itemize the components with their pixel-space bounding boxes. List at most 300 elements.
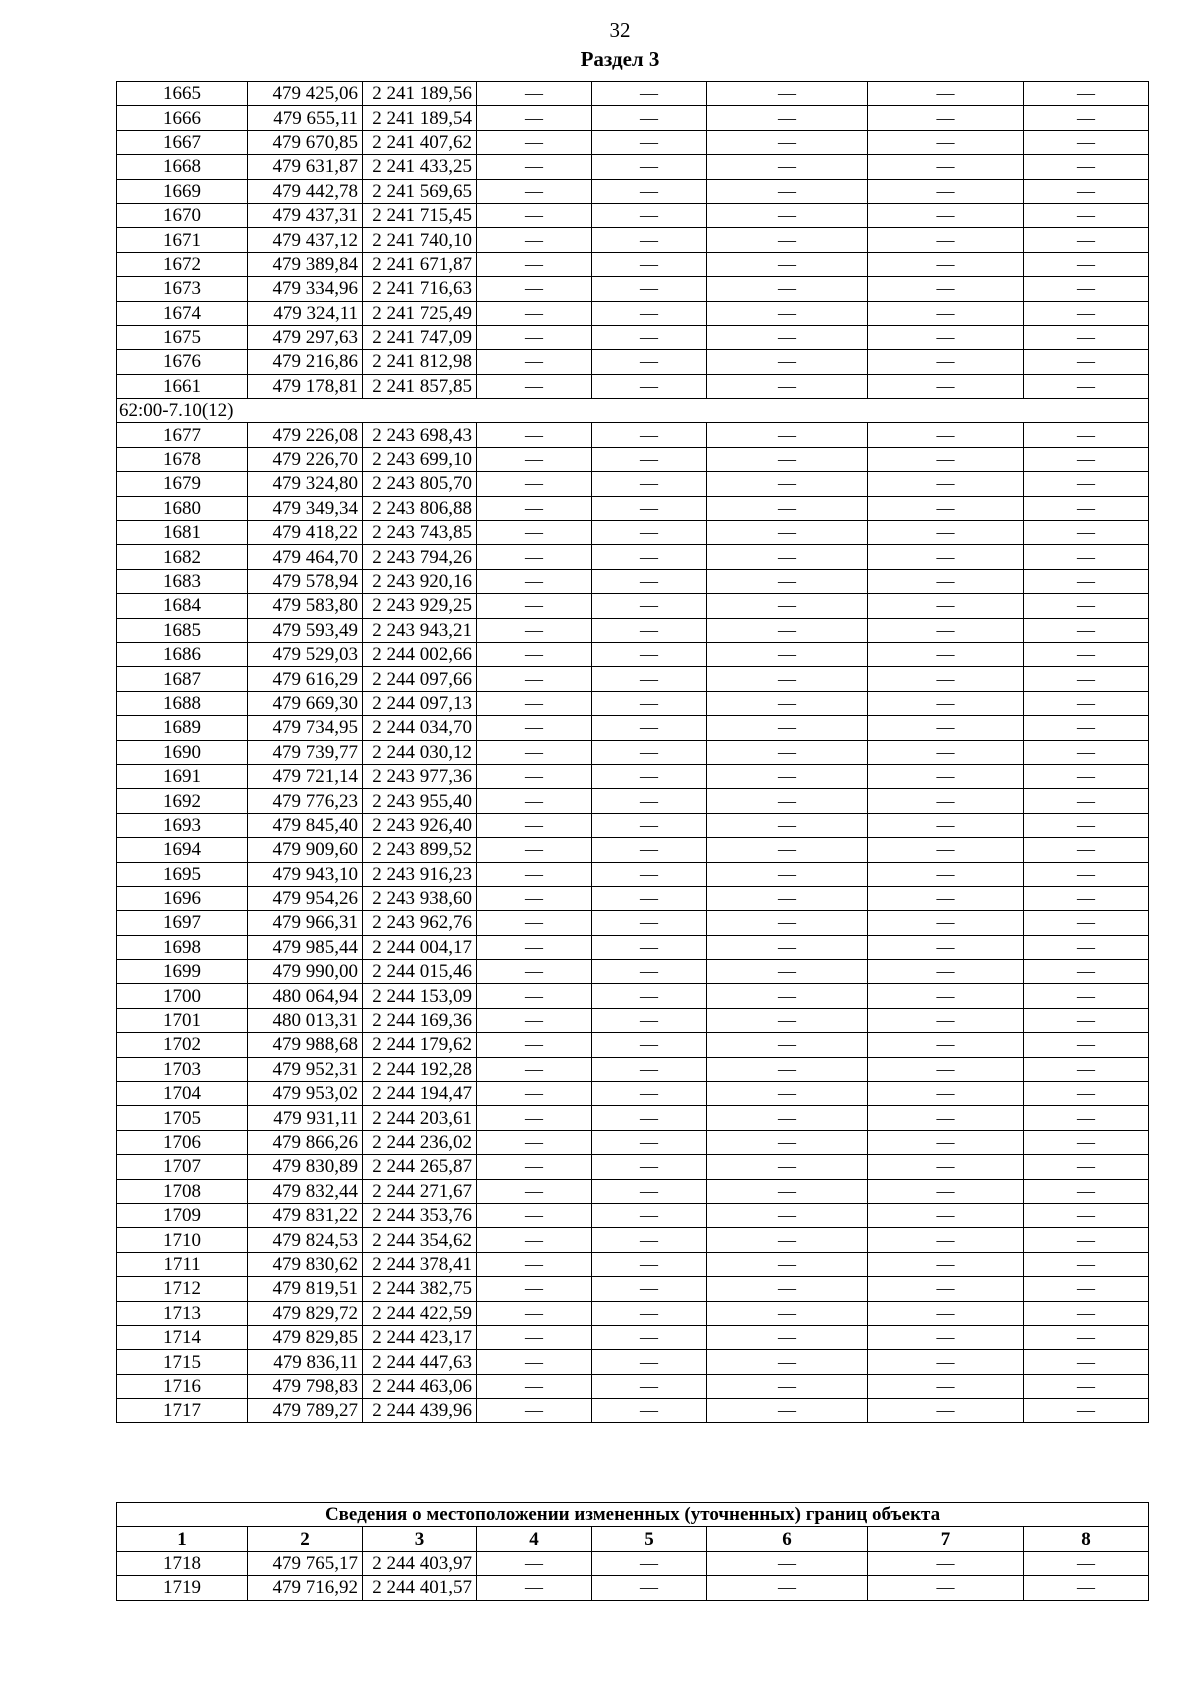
x-coordinate-cell: 479 334,96: [248, 277, 363, 301]
empty-value-dash: —: [592, 789, 707, 813]
empty-value-dash: —: [592, 838, 707, 862]
empty-value-dash: —: [868, 301, 1024, 325]
empty-value-dash: —: [477, 496, 592, 520]
point-number-cell: 1697: [117, 911, 248, 935]
empty-value-dash: —: [592, 911, 707, 935]
empty-value-dash: —: [707, 472, 868, 496]
empty-value-dash: —: [868, 545, 1024, 569]
table-row: [117, 1350, 1149, 1374]
empty-value-dash: —: [592, 960, 707, 984]
empty-value-dash: —: [477, 325, 592, 349]
empty-value-dash: —: [592, 1399, 707, 1423]
empty-value-dash: —: [592, 862, 707, 886]
table-row: [117, 886, 1149, 910]
empty-value-dash: —: [707, 301, 868, 325]
empty-value-dash: —: [1024, 1399, 1149, 1423]
empty-value-dash: —: [707, 716, 868, 740]
empty-value-dash: —: [707, 1057, 868, 1081]
empty-value-dash: —: [1024, 862, 1149, 886]
x-coordinate-cell: 479 437,31: [248, 203, 363, 227]
point-number-cell: 1712: [117, 1277, 248, 1301]
empty-value-dash: —: [592, 716, 707, 740]
point-number-cell: 1683: [117, 569, 248, 593]
empty-value-dash: —: [477, 764, 592, 788]
empty-value-dash: —: [1024, 642, 1149, 666]
empty-value-dash: —: [477, 1399, 592, 1423]
empty-value-dash: —: [707, 1325, 868, 1349]
empty-value-dash: —: [1024, 155, 1149, 179]
empty-value-dash: —: [707, 1008, 868, 1032]
y-coordinate-cell: 2 244 401,57: [363, 1576, 477, 1600]
empty-value-dash: —: [477, 228, 592, 252]
table-row: [117, 374, 1149, 398]
y-coordinate-cell: 2 244 439,96: [363, 1399, 477, 1423]
empty-value-dash: —: [868, 1179, 1024, 1203]
x-coordinate-cell: 479 583,80: [248, 594, 363, 618]
y-coordinate-cell: 2 243 743,85: [363, 521, 477, 545]
empty-value-dash: —: [707, 1228, 868, 1252]
empty-value-dash: —: [707, 1576, 868, 1600]
point-number-cell: 1678: [117, 447, 248, 471]
y-coordinate-cell: 2 244 447,63: [363, 1350, 477, 1374]
y-coordinate-cell: 2 244 378,41: [363, 1252, 477, 1276]
table-row: [117, 1252, 1149, 1276]
table-row: [117, 935, 1149, 959]
y-coordinate-cell: 2 244 194,47: [363, 1082, 477, 1106]
empty-value-dash: —: [592, 472, 707, 496]
empty-value-dash: —: [868, 1008, 1024, 1032]
column-header: 4: [477, 1527, 592, 1551]
empty-value-dash: —: [592, 447, 707, 471]
empty-value-dash: —: [592, 740, 707, 764]
table-row: [117, 594, 1149, 618]
empty-value-dash: —: [592, 1082, 707, 1106]
x-coordinate-cell: 479 990,00: [248, 960, 363, 984]
empty-value-dash: —: [1024, 301, 1149, 325]
empty-value-dash: —: [707, 691, 868, 715]
empty-value-dash: —: [592, 1325, 707, 1349]
x-coordinate-cell: 479 721,14: [248, 764, 363, 788]
empty-value-dash: —: [707, 960, 868, 984]
empty-value-dash: —: [868, 350, 1024, 374]
table-row: [117, 301, 1149, 325]
empty-value-dash: —: [592, 1179, 707, 1203]
empty-value-dash: —: [592, 594, 707, 618]
empty-value-dash: —: [592, 1106, 707, 1130]
point-number-cell: 1686: [117, 642, 248, 666]
empty-value-dash: —: [707, 667, 868, 691]
y-coordinate-cell: 2 243 926,40: [363, 813, 477, 837]
point-number-cell: 1718: [117, 1551, 248, 1575]
empty-value-dash: —: [1024, 1203, 1149, 1227]
empty-value-dash: —: [477, 862, 592, 886]
table-row: [117, 1576, 1149, 1600]
table-row: [117, 1082, 1149, 1106]
y-coordinate-cell: 2 241 671,87: [363, 252, 477, 276]
table-row: [117, 691, 1149, 715]
empty-value-dash: —: [1024, 838, 1149, 862]
x-coordinate-cell: 480 013,31: [248, 1008, 363, 1032]
empty-value-dash: —: [707, 203, 868, 227]
x-coordinate-cell: 479 593,49: [248, 618, 363, 642]
empty-value-dash: —: [868, 1374, 1024, 1398]
table-row: [117, 155, 1149, 179]
x-coordinate-cell: 479 226,08: [248, 423, 363, 447]
empty-value-dash: —: [592, 764, 707, 788]
empty-value-dash: —: [1024, 130, 1149, 154]
table-row: [117, 447, 1149, 471]
x-coordinate-cell: 479 389,84: [248, 252, 363, 276]
x-coordinate-cell: 479 845,40: [248, 813, 363, 837]
y-coordinate-cell: 2 243 955,40: [363, 789, 477, 813]
column-header: 1: [117, 1527, 248, 1551]
x-coordinate-cell: 479 985,44: [248, 935, 363, 959]
x-coordinate-cell: 479 829,85: [248, 1325, 363, 1349]
empty-value-dash: —: [868, 1057, 1024, 1081]
point-number-cell: 1676: [117, 350, 248, 374]
empty-value-dash: —: [707, 252, 868, 276]
empty-value-dash: —: [1024, 1576, 1149, 1600]
point-number-cell: 1677: [117, 423, 248, 447]
table-row: [117, 1033, 1149, 1057]
table-row: [117, 203, 1149, 227]
empty-value-dash: —: [1024, 1551, 1149, 1575]
y-coordinate-cell: 2 244 153,09: [363, 984, 477, 1008]
point-number-cell: 1707: [117, 1155, 248, 1179]
y-coordinate-cell: 2 243 938,60: [363, 886, 477, 910]
y-coordinate-cell: 2 244 353,76: [363, 1203, 477, 1227]
y-coordinate-cell: 2 241 725,49: [363, 301, 477, 325]
column-header: 7: [868, 1527, 1024, 1551]
empty-value-dash: —: [707, 277, 868, 301]
y-coordinate-cell: 2 243 977,36: [363, 764, 477, 788]
empty-value-dash: —: [1024, 545, 1149, 569]
x-coordinate-cell: 479 776,23: [248, 789, 363, 813]
empty-value-dash: —: [1024, 1228, 1149, 1252]
empty-value-dash: —: [868, 691, 1024, 715]
x-coordinate-cell: 479 831,22: [248, 1203, 363, 1227]
point-number-cell: 1682: [117, 545, 248, 569]
empty-value-dash: —: [868, 1033, 1024, 1057]
point-number-cell: 1672: [117, 252, 248, 276]
empty-value-dash: —: [477, 252, 592, 276]
table-row: [117, 569, 1149, 593]
table-row: [117, 350, 1149, 374]
empty-value-dash: —: [707, 642, 868, 666]
empty-value-dash: —: [477, 1374, 592, 1398]
empty-value-dash: —: [1024, 350, 1149, 374]
y-coordinate-cell: 2 243 699,10: [363, 447, 477, 471]
empty-value-dash: —: [477, 545, 592, 569]
empty-value-dash: —: [868, 1130, 1024, 1154]
empty-value-dash: —: [1024, 521, 1149, 545]
empty-value-dash: —: [1024, 1106, 1149, 1130]
x-coordinate-cell: 479 866,26: [248, 1130, 363, 1154]
empty-value-dash: —: [868, 423, 1024, 447]
empty-value-dash: —: [592, 423, 707, 447]
table-row: [117, 130, 1149, 154]
empty-value-dash: —: [868, 838, 1024, 862]
empty-value-dash: —: [592, 1033, 707, 1057]
empty-value-dash: —: [592, 228, 707, 252]
x-coordinate-cell: 479 966,31: [248, 911, 363, 935]
empty-value-dash: —: [707, 1252, 868, 1276]
empty-value-dash: —: [1024, 374, 1149, 398]
column-header: 5: [592, 1527, 707, 1551]
empty-value-dash: —: [868, 960, 1024, 984]
x-coordinate-cell: 479 909,60: [248, 838, 363, 862]
group-label: 62:00-7.10(12): [117, 399, 1149, 423]
x-coordinate-cell: 479 578,94: [248, 569, 363, 593]
empty-value-dash: —: [592, 350, 707, 374]
x-coordinate-cell: 479 464,70: [248, 545, 363, 569]
y-coordinate-cell: 2 243 794,26: [363, 545, 477, 569]
point-number-cell: 1717: [117, 1399, 248, 1423]
x-coordinate-cell: 479 739,77: [248, 740, 363, 764]
empty-value-dash: —: [477, 1130, 592, 1154]
x-coordinate-cell: 479 437,12: [248, 228, 363, 252]
x-coordinate-cell: 479 616,29: [248, 667, 363, 691]
y-coordinate-cell: 2 243 943,21: [363, 618, 477, 642]
table-row: [117, 716, 1149, 740]
point-number-cell: 1689: [117, 716, 248, 740]
empty-value-dash: —: [592, 203, 707, 227]
x-coordinate-cell: 479 655,11: [248, 106, 363, 130]
empty-value-dash: —: [707, 594, 868, 618]
empty-value-dash: —: [868, 203, 1024, 227]
point-number-cell: 1673: [117, 277, 248, 301]
x-coordinate-cell: 479 830,62: [248, 1252, 363, 1276]
y-coordinate-cell: 2 244 422,59: [363, 1301, 477, 1325]
empty-value-dash: —: [477, 1277, 592, 1301]
point-number-cell: 1709: [117, 1203, 248, 1227]
y-coordinate-cell: 2 244 192,28: [363, 1057, 477, 1081]
empty-value-dash: —: [707, 496, 868, 520]
table-row: [117, 1203, 1149, 1227]
empty-value-dash: —: [707, 155, 868, 179]
empty-value-dash: —: [592, 277, 707, 301]
empty-value-dash: —: [707, 179, 868, 203]
column-header: 3: [363, 1527, 477, 1551]
table-row: [117, 642, 1149, 666]
empty-value-dash: —: [477, 155, 592, 179]
empty-value-dash: —: [707, 82, 868, 106]
table-row: [117, 1374, 1149, 1398]
empty-value-dash: —: [868, 716, 1024, 740]
y-coordinate-cell: 2 244 002,66: [363, 642, 477, 666]
x-coordinate-cell: 479 953,02: [248, 1082, 363, 1106]
empty-value-dash: —: [868, 1106, 1024, 1130]
empty-value-dash: —: [477, 82, 592, 106]
empty-value-dash: —: [868, 447, 1024, 471]
empty-value-dash: —: [592, 106, 707, 130]
empty-value-dash: —: [477, 1106, 592, 1130]
empty-value-dash: —: [1024, 667, 1149, 691]
point-number-cell: 1710: [117, 1228, 248, 1252]
point-number-cell: 1691: [117, 764, 248, 788]
empty-value-dash: —: [592, 813, 707, 837]
empty-value-dash: —: [707, 813, 868, 837]
empty-value-dash: —: [1024, 1008, 1149, 1032]
x-coordinate-cell: 479 830,89: [248, 1155, 363, 1179]
empty-value-dash: —: [592, 1228, 707, 1252]
empty-value-dash: —: [868, 374, 1024, 398]
empty-value-dash: —: [477, 667, 592, 691]
point-number-cell: 1679: [117, 472, 248, 496]
y-coordinate-cell: 2 244 236,02: [363, 1130, 477, 1154]
empty-value-dash: —: [477, 423, 592, 447]
empty-value-dash: —: [868, 106, 1024, 130]
empty-value-dash: —: [477, 301, 592, 325]
point-number-cell: 1719: [117, 1576, 248, 1600]
empty-value-dash: —: [707, 1374, 868, 1398]
table-row: [117, 277, 1149, 301]
empty-value-dash: —: [592, 1155, 707, 1179]
empty-value-dash: —: [592, 667, 707, 691]
table-row: [117, 1277, 1149, 1301]
point-number-cell: 1670: [117, 203, 248, 227]
empty-value-dash: —: [1024, 740, 1149, 764]
empty-value-dash: —: [477, 716, 592, 740]
empty-value-dash: —: [1024, 569, 1149, 593]
table-row: [117, 545, 1149, 569]
x-coordinate-cell: 479 425,06: [248, 82, 363, 106]
empty-value-dash: —: [868, 1252, 1024, 1276]
point-number-cell: 1675: [117, 325, 248, 349]
empty-value-dash: —: [707, 447, 868, 471]
empty-value-dash: —: [1024, 496, 1149, 520]
empty-value-dash: —: [707, 1551, 868, 1575]
y-coordinate-cell: 2 244 030,12: [363, 740, 477, 764]
empty-value-dash: —: [477, 911, 592, 935]
empty-value-dash: —: [592, 179, 707, 203]
empty-value-dash: —: [868, 179, 1024, 203]
y-coordinate-cell: 2 243 929,25: [363, 594, 477, 618]
table-row: [117, 911, 1149, 935]
empty-value-dash: —: [477, 984, 592, 1008]
empty-value-dash: —: [707, 1277, 868, 1301]
empty-value-dash: —: [592, 82, 707, 106]
table-row: [117, 106, 1149, 130]
point-number-cell: 1713: [117, 1301, 248, 1325]
empty-value-dash: —: [477, 1057, 592, 1081]
empty-value-dash: —: [477, 1325, 592, 1349]
empty-value-dash: —: [592, 325, 707, 349]
empty-value-dash: —: [1024, 1130, 1149, 1154]
empty-value-dash: —: [868, 277, 1024, 301]
empty-value-dash: —: [868, 1301, 1024, 1325]
empty-value-dash: —: [1024, 106, 1149, 130]
point-number-cell: 1706: [117, 1130, 248, 1154]
empty-value-dash: —: [707, 130, 868, 154]
empty-value-dash: —: [868, 130, 1024, 154]
table-row: [117, 1551, 1149, 1575]
table-row: [117, 82, 1149, 106]
empty-value-dash: —: [1024, 179, 1149, 203]
empty-value-dash: —: [477, 374, 592, 398]
x-coordinate-cell: 479 943,10: [248, 862, 363, 886]
empty-value-dash: —: [592, 691, 707, 715]
group-label-row: [117, 399, 1149, 423]
table-row: [117, 1106, 1149, 1130]
y-coordinate-cell: 2 244 169,36: [363, 1008, 477, 1032]
table-row: [117, 423, 1149, 447]
empty-value-dash: —: [707, 838, 868, 862]
empty-value-dash: —: [592, 935, 707, 959]
y-coordinate-cell: 2 244 463,06: [363, 1374, 477, 1398]
table-title-row: [117, 1503, 1149, 1527]
empty-value-dash: —: [477, 642, 592, 666]
point-number-cell: 1692: [117, 789, 248, 813]
column-header: 2: [248, 1527, 363, 1551]
empty-value-dash: —: [868, 594, 1024, 618]
table-row: [117, 1179, 1149, 1203]
column-header: 6: [707, 1527, 868, 1551]
y-coordinate-cell: 2 243 805,70: [363, 472, 477, 496]
empty-value-dash: —: [707, 740, 868, 764]
empty-value-dash: —: [868, 618, 1024, 642]
y-coordinate-cell: 2 244 271,67: [363, 1179, 477, 1203]
empty-value-dash: —: [1024, 764, 1149, 788]
y-coordinate-cell: 2 244 015,46: [363, 960, 477, 984]
y-coordinate-cell: 2 243 899,52: [363, 838, 477, 862]
y-coordinate-cell: 2 243 920,16: [363, 569, 477, 593]
x-coordinate-cell: 479 952,31: [248, 1057, 363, 1081]
empty-value-dash: —: [477, 594, 592, 618]
point-number-cell: 1715: [117, 1350, 248, 1374]
x-coordinate-cell: 479 789,27: [248, 1399, 363, 1423]
point-number-cell: 1699: [117, 960, 248, 984]
x-coordinate-cell: 479 734,95: [248, 716, 363, 740]
empty-value-dash: —: [868, 911, 1024, 935]
x-coordinate-cell: 480 064,94: [248, 984, 363, 1008]
empty-value-dash: —: [707, 106, 868, 130]
empty-value-dash: —: [592, 1551, 707, 1575]
empty-value-dash: —: [1024, 1350, 1149, 1374]
x-coordinate-cell: 479 529,03: [248, 642, 363, 666]
table-row: [117, 472, 1149, 496]
empty-value-dash: —: [592, 569, 707, 593]
y-coordinate-cell: 2 244 004,17: [363, 935, 477, 959]
table-row: [117, 813, 1149, 837]
point-number-cell: 1693: [117, 813, 248, 837]
y-coordinate-cell: 2 243 806,88: [363, 496, 477, 520]
y-coordinate-cell: 2 244 403,97: [363, 1551, 477, 1575]
empty-value-dash: —: [1024, 1252, 1149, 1276]
empty-value-dash: —: [1024, 1325, 1149, 1349]
empty-value-dash: —: [477, 1008, 592, 1032]
point-number-cell: 1690: [117, 740, 248, 764]
empty-value-dash: —: [477, 618, 592, 642]
table-row: [117, 521, 1149, 545]
empty-value-dash: —: [1024, 960, 1149, 984]
empty-value-dash: —: [592, 1301, 707, 1325]
empty-value-dash: —: [1024, 82, 1149, 106]
table-row: [117, 960, 1149, 984]
empty-value-dash: —: [1024, 1155, 1149, 1179]
empty-value-dash: —: [868, 1155, 1024, 1179]
empty-value-dash: —: [1024, 203, 1149, 227]
empty-value-dash: —: [1024, 423, 1149, 447]
y-coordinate-cell: 2 244 423,17: [363, 1325, 477, 1349]
empty-value-dash: —: [477, 203, 592, 227]
x-coordinate-cell: 479 954,26: [248, 886, 363, 910]
empty-value-dash: —: [868, 82, 1024, 106]
empty-value-dash: —: [707, 1301, 868, 1325]
empty-value-dash: —: [1024, 716, 1149, 740]
empty-value-dash: —: [477, 179, 592, 203]
table-row: [117, 1325, 1149, 1349]
